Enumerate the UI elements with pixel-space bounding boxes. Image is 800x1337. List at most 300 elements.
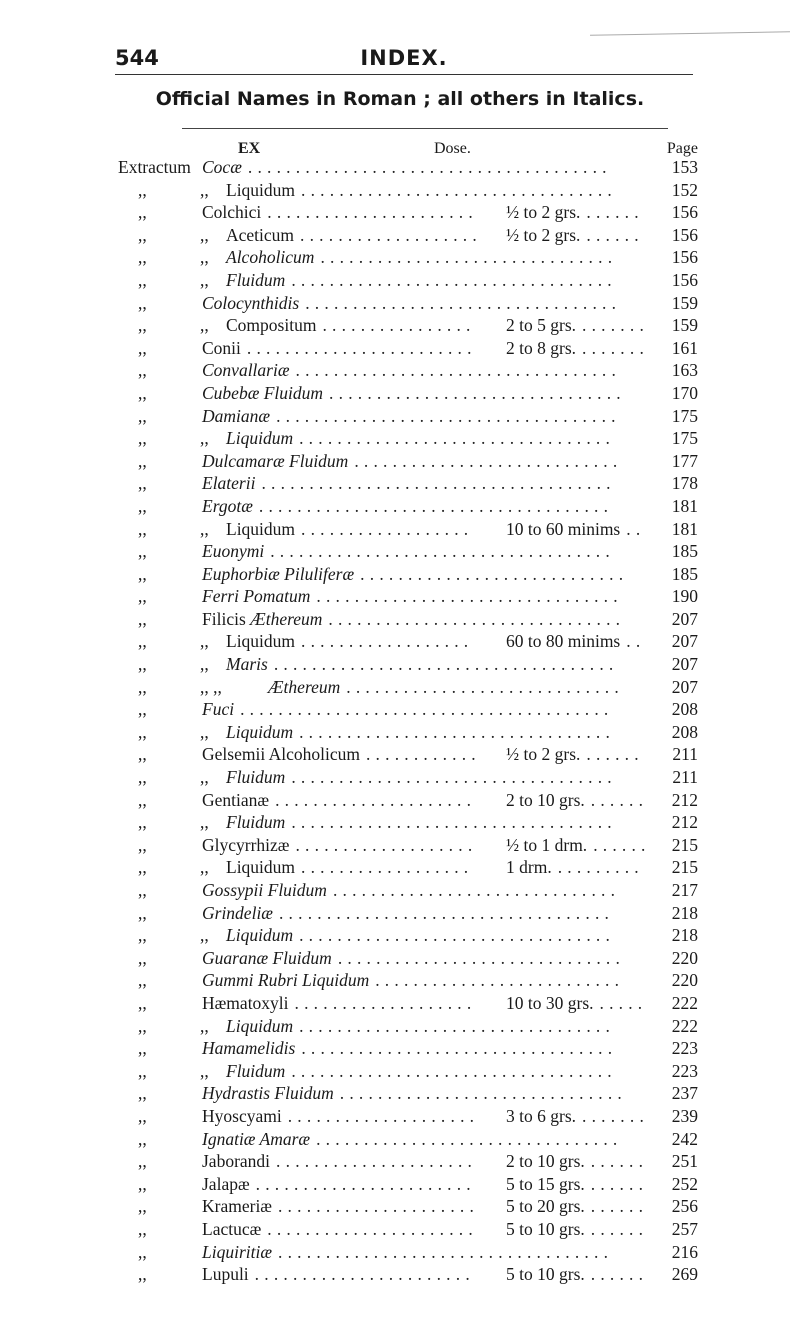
leader-dots: ............................... [320, 247, 618, 268]
ditto-mark: ,, [138, 1038, 147, 1059]
entry-dose: 10 to 30 grs. [506, 992, 594, 1013]
ditto-mark: ,, [138, 1151, 147, 1172]
header-rule [115, 74, 693, 75]
leader-dots: ...... [590, 789, 649, 810]
index-entry [118, 156, 698, 179]
entry-dose: ½ to 1 drm. [506, 834, 588, 855]
index-entry [118, 1195, 698, 1218]
index-entry [118, 698, 698, 721]
leader-dots: ....................... [254, 1264, 475, 1285]
index-entry [118, 1241, 698, 1264]
index-entry [118, 269, 698, 292]
entry-dose: 5 to 10 grs. [506, 1218, 585, 1239]
leader-dots: ................... [300, 224, 482, 245]
index-entry [118, 359, 698, 382]
entry-page: 208 [671, 699, 698, 720]
leader-dots: ................ [322, 315, 476, 336]
index-entry [118, 1173, 698, 1196]
entry-page: 159 [671, 315, 698, 336]
entry-page: 156 [671, 202, 698, 223]
entry-name: Æthereum [268, 676, 341, 697]
leader-dots: ................................. [299, 721, 616, 742]
index-entry [118, 630, 698, 653]
leader-dots: ..................................... [258, 495, 614, 516]
entry-page: 215 [671, 857, 698, 878]
entry-name: Euonymi [202, 541, 265, 562]
index-entry [118, 856, 698, 879]
entry-dose: 10 to 60 minims [506, 518, 621, 539]
leader-dots: ...... [586, 744, 644, 765]
index-entry [118, 1105, 698, 1128]
ditto-mark: ,, [138, 699, 147, 720]
ditto-mark: ,, [138, 992, 147, 1013]
ditto-mark: ,, [200, 721, 209, 742]
ditto-mark: ,, [138, 337, 147, 358]
leader-dots: ............................. [346, 676, 624, 697]
entry-name: Cocæ [202, 157, 242, 177]
entry-page: 178 [671, 473, 698, 494]
ditto-mark: ,, [138, 1241, 147, 1262]
entry-name: Hydrastis Fluidum [202, 1083, 334, 1104]
entry-page: 211 [672, 744, 698, 765]
entry-dose: 5 to 15 grs. [506, 1173, 585, 1194]
ditto-mark: ,, [200, 179, 209, 200]
ditto-mark: ,, [200, 518, 209, 539]
ditto-mark: ,, [138, 744, 147, 765]
entry-name: Ferri Pomatum [202, 586, 311, 607]
ditto-mark: ,, [138, 970, 147, 991]
ditto-mark: ,, [138, 1173, 147, 1194]
entry-name: Colocynthidis [202, 292, 300, 313]
entry-name: Filicis Æthereum [202, 608, 323, 629]
index-entry [118, 540, 698, 563]
entry-name: Liquidum [226, 857, 296, 878]
entry-name: Gelsemii Alcoholicum [202, 744, 360, 765]
entry-page: 156 [671, 247, 698, 268]
entry-dose: 2 to 10 grs. [506, 1151, 585, 1172]
entry-page: 212 [671, 789, 698, 810]
entry-page: 218 [671, 925, 698, 946]
index-entry [118, 405, 698, 428]
leader-dots: ................................ [316, 1128, 623, 1149]
entry-page: 218 [671, 902, 698, 923]
entry-name: Conii [202, 337, 241, 358]
index-entry [118, 246, 698, 269]
page-heading: Page [666, 140, 698, 157]
leader-dots: .................... [287, 1105, 480, 1126]
index-entry [118, 608, 698, 631]
index-entry [118, 902, 698, 925]
section-heading: EX [238, 140, 261, 157]
leader-dots: .............................. [337, 947, 626, 968]
index-entry [118, 224, 698, 247]
entry-name: Gossypii Fluidum [202, 880, 327, 900]
leader-dots: ....................... [255, 1173, 476, 1194]
entry-name: Liquidum [226, 518, 296, 539]
leader-dots: ................................. [301, 179, 618, 200]
entry-name: Gentianæ [202, 789, 270, 810]
leader-dots: ............ [365, 744, 481, 765]
entry-page: 212 [671, 812, 698, 833]
ditto-mark: ,, [200, 812, 209, 833]
index-entry [118, 201, 698, 224]
entry-dose: ½ to 2 grs. [506, 224, 581, 245]
entry-name: Jaborandi [202, 1151, 271, 1172]
leader-dots: ..................... [277, 1196, 480, 1217]
entry-name: Liquidum [226, 179, 296, 200]
leader-dots: .................................... [270, 541, 615, 562]
ditto-mark: ,, [138, 269, 147, 290]
leader-dots: ................................. [299, 428, 616, 449]
entry-page: 256 [671, 1196, 698, 1217]
leader-dots: ..................................... [261, 473, 616, 494]
entry-name: Guaranæ Fluidum [202, 947, 332, 968]
leader-dots: ................................. [305, 292, 622, 313]
entry-name: Hæmatoxyli [202, 992, 289, 1013]
entry-page: 237 [671, 1083, 698, 1104]
entry-page: 207 [671, 631, 698, 652]
entry-page: 208 [671, 721, 698, 742]
entry-page: 156 [671, 269, 698, 290]
index-entry [118, 427, 698, 450]
ditto-mark: ,, [200, 269, 209, 290]
index-entry [118, 653, 698, 676]
entry-page: 181 [671, 495, 698, 516]
index-entry [118, 947, 698, 970]
index-entry [118, 337, 698, 360]
entry-name: Ignatiæ Amaræ [202, 1128, 311, 1149]
entry-name: Alcoholicum [226, 247, 315, 268]
leader-dots: ....... [582, 1105, 650, 1126]
leader-dots: ...... [586, 224, 644, 245]
entry-name: Elaterii [202, 473, 256, 494]
leader-dots: ................... [295, 834, 478, 855]
entry-name: Liquiritiæ [202, 1241, 273, 1262]
ditto-mark: ,, [200, 315, 209, 336]
leader-dots: ............................ [354, 450, 623, 471]
entry-page: 217 [671, 880, 698, 900]
entry-page: 207 [671, 654, 698, 675]
ditto-mark: ,, [138, 428, 147, 449]
entry-page: 163 [671, 360, 698, 381]
ditto-mark: ,, [138, 315, 147, 336]
leader-dots: .................................. [291, 767, 617, 788]
entry-page: 220 [671, 970, 698, 991]
ditto-mark: ,, [138, 224, 147, 245]
index-entry [118, 676, 698, 699]
index-entry [118, 292, 698, 315]
entry-dose: 60 to 80 minims [506, 631, 621, 652]
index-entry [118, 992, 698, 1015]
page-number: 544 [115, 46, 159, 70]
index-entry [118, 766, 698, 789]
ditto-mark: ,, [138, 902, 147, 923]
entry-page: 207 [671, 676, 698, 697]
index-entry [118, 1015, 698, 1038]
leader-dots: ..................... [275, 789, 477, 810]
entry-page: 159 [671, 292, 698, 313]
entry-page: 242 [671, 1128, 698, 1149]
index-entry [118, 495, 698, 518]
entry-page: 220 [671, 947, 698, 968]
index-entry [118, 1218, 698, 1241]
index-entry [118, 721, 698, 744]
leader-dots: .................................. [291, 1060, 617, 1081]
ditto-mark: ,, [200, 1015, 209, 1036]
entry-page: 190 [671, 586, 698, 607]
index-entry [118, 1082, 698, 1105]
entry-dose: 5 to 10 grs. [506, 1264, 585, 1285]
index-entry [118, 518, 698, 541]
entry-name: Maris [226, 654, 268, 675]
entry-page: 211 [672, 767, 698, 788]
ditto-mark: ,, [200, 1060, 209, 1081]
entry-name: Ergotæ [202, 495, 253, 516]
index-entry [118, 789, 698, 812]
leader-dots: ...... [586, 202, 644, 223]
index-entry [118, 969, 698, 992]
entry-page: 153 [671, 157, 698, 177]
leader-dots: ..... [599, 992, 648, 1013]
ditto-mark: ,, [138, 654, 147, 675]
entry-name: Jalapæ [202, 1173, 250, 1194]
entry-page: 152 [671, 179, 698, 200]
ditto-mark: ,, [138, 631, 147, 652]
ditto-mark: ,, [200, 654, 209, 675]
leader-dots: ................................ [316, 586, 623, 607]
ditto-mark: ,, [138, 292, 147, 313]
ditto-mark: ,, [138, 360, 147, 381]
running-head [115, 40, 693, 74]
ditto-mark: ,, [200, 857, 209, 878]
leader-dots: .............................. [339, 1083, 627, 1104]
note-rule [182, 128, 668, 129]
ditto-mark: ,, [138, 202, 147, 223]
entry-page: 252 [671, 1173, 698, 1194]
leader-dots: ................................... [278, 1241, 614, 1262]
entry-name: Damianæ [202, 405, 271, 426]
leader-dots: ................... [294, 992, 477, 1013]
entry-dose: ½ to 2 grs. [506, 744, 581, 765]
ditto-mark: ,, [200, 247, 209, 268]
leader-dots: ......... [557, 857, 644, 878]
index-entry [118, 1150, 698, 1173]
entry-name: Fluidum [226, 269, 286, 290]
entry-name: Fluidum [226, 812, 286, 833]
index-entry [118, 1263, 698, 1286]
leader-dots: .................................. [291, 269, 617, 290]
index-entry [118, 834, 698, 857]
ditto-mark: ,, [200, 925, 209, 946]
entry-page: 175 [671, 428, 698, 449]
ditto-mark: ,, [138, 586, 147, 607]
entry-page: 185 [671, 541, 698, 562]
page-edge-mark [590, 31, 790, 35]
entry-name: Krameriæ [202, 1196, 272, 1217]
index-entry [118, 924, 698, 947]
entry-name: Euphorbiæ Piluliferæ [202, 563, 355, 584]
ditto-mark: ,, [138, 947, 147, 968]
ditto-mark: ,, [138, 789, 147, 810]
leader-dots: ...... [590, 1196, 649, 1217]
ditto-mark: ,, [138, 405, 147, 426]
leader-dots: .................. [301, 518, 474, 539]
leader-dots: .................................... [273, 654, 619, 675]
leader-dots: .................................. [291, 812, 617, 833]
entry-page: 223 [671, 1038, 698, 1059]
ditto-mark: ,, [138, 563, 147, 584]
leader-dots: ...... [593, 834, 651, 855]
index-entry [118, 563, 698, 586]
leader-dots: .................................. [295, 360, 622, 381]
entry-dose: 3 to 6 grs. [506, 1105, 576, 1126]
leader-dots: ...... [590, 1218, 649, 1239]
entry-page: 257 [671, 1218, 698, 1239]
leader-dots: .................. [301, 857, 474, 878]
ditto-mark: ,, [138, 834, 147, 855]
index-entry [118, 179, 698, 202]
entry-name: Fluidum [226, 767, 286, 788]
entry-dose: 2 to 10 grs. [506, 789, 585, 810]
entry-page: 161 [671, 337, 698, 358]
leader-dots: ................................. [301, 1038, 618, 1059]
ditto-mark: ,, [138, 608, 147, 629]
entry-name: Hyoscyami [202, 1105, 282, 1126]
leader-dots: ..................... [276, 1151, 478, 1172]
entry-page: 239 [671, 1105, 698, 1126]
leader-dots: .................................... [276, 405, 621, 426]
entry-page: 181 [671, 518, 698, 539]
entry-page: 207 [671, 608, 698, 629]
entry-page: 251 [671, 1151, 698, 1172]
ditto-mark: ,, [200, 631, 209, 652]
leader-dots: .. [626, 631, 646, 652]
ditto-mark: ,, [138, 1015, 147, 1036]
entry-name: Hamamelidis [202, 1038, 296, 1059]
leader-dots: ................................. [299, 1015, 616, 1036]
entry-name: Lupuli [202, 1264, 249, 1285]
entry-name: Liquidum [226, 925, 294, 946]
entry-name: Convallariæ [202, 360, 290, 381]
entry-page: 269 [671, 1264, 698, 1285]
entry-name: Compositum [226, 315, 317, 336]
ditto-mark: ,, [138, 857, 147, 878]
entry-page: 215 [671, 834, 698, 855]
ditto-mark: ,, [138, 1264, 147, 1285]
ditto-mark: ,, [138, 1218, 147, 1239]
entry-name: Gummi Rubri Liquidum [202, 970, 370, 991]
entry-dose: 5 to 20 grs. [506, 1196, 585, 1217]
leader-dots: ...................... [267, 202, 478, 223]
entry-name: Liquidum [226, 721, 294, 742]
leader-dots: ....................................... [240, 699, 614, 720]
leader-dots: .............................. [332, 880, 621, 900]
typeface-note: Official Names in Roman ; all others in Italics. [155, 88, 645, 110]
ditto-mark: ,, [138, 518, 147, 539]
ditto-mark: ,, [138, 1105, 147, 1126]
index-entry [118, 1128, 698, 1151]
index-entry [118, 1060, 698, 1083]
entry-page: 175 [671, 405, 698, 426]
index-entries [118, 156, 698, 1286]
entry-name: Colchici [202, 202, 262, 223]
ditto-mark: ,, [200, 224, 209, 245]
leader-dots: ....... [582, 315, 650, 336]
index-entry [118, 472, 698, 495]
index-entry [118, 1037, 698, 1060]
entry-name: Aceticum [226, 224, 295, 245]
leader-dots: ...... [590, 1173, 649, 1194]
entry-page: 216 [671, 1241, 698, 1262]
entry-name: Dulcamaræ Fluidum [202, 450, 349, 471]
leader-dots: .................. [301, 631, 474, 652]
ditto-mark: ,, [138, 812, 147, 833]
index-entry [118, 314, 698, 337]
entry-name: Glycyrrhizæ [202, 834, 290, 855]
entry-name: Liquidum [226, 428, 294, 449]
entry-page: 177 [671, 450, 698, 471]
index-entry [118, 879, 698, 902]
entry-page: 185 [671, 563, 698, 584]
dose-heading: Dose. [434, 140, 471, 157]
index-entry [118, 450, 698, 473]
ditto-mark: ,, [138, 880, 147, 900]
entry-page: 156 [671, 224, 698, 245]
ditto-mark: ,, [138, 767, 147, 788]
entry-name: Lactucæ [202, 1218, 262, 1239]
ditto-mark: ,, [138, 473, 147, 494]
ditto-mark: ,, [200, 428, 209, 449]
leader-dots: ............................... [328, 608, 626, 629]
entry-heading-word: Extractum [118, 157, 191, 177]
leader-dots: ............................... [329, 382, 626, 403]
ditto-mark: ,, [138, 1083, 147, 1104]
entry-page: 223 [671, 1060, 698, 1081]
leader-dots: ...................... [267, 1218, 478, 1239]
ditto-mark: ,, [138, 1128, 147, 1149]
entry-page: 222 [671, 992, 698, 1013]
leader-dots: ............................ [360, 563, 629, 584]
leader-dots: ................................. [299, 925, 616, 946]
entry-page: 170 [671, 382, 698, 403]
ditto-mark: ,, [138, 247, 147, 268]
index-entry [118, 743, 698, 766]
ditto-mark: ,, [138, 1060, 147, 1081]
entry-name: Liquidum [226, 1015, 294, 1036]
entry-name: Fluidum [226, 1060, 286, 1081]
leader-dots: ...... [590, 1264, 649, 1285]
ditto-mark: ,, [138, 1196, 147, 1217]
ditto-mark: ,, [138, 541, 147, 562]
entry-name: Cubebæ Fluidum [202, 382, 324, 403]
ditto-mark: ,, [138, 450, 147, 471]
ditto-mark: ,, [138, 721, 147, 742]
entry-dose: 2 to 8 grs. [506, 337, 576, 358]
entry-dose: 2 to 5 grs. [506, 315, 576, 336]
index-entry [118, 811, 698, 834]
leader-dots: ...... [590, 1151, 649, 1172]
leader-dots: ....... [582, 337, 650, 358]
ditto-mark: ,, ,, [200, 676, 222, 697]
running-title: INDEX. [360, 46, 448, 70]
ditto-mark: ,, [138, 495, 147, 516]
index-entry [118, 585, 698, 608]
ditto-mark: ,, [138, 676, 147, 697]
ditto-mark: ,, [200, 767, 209, 788]
entry-name: Fuci [202, 699, 235, 720]
entry-name: Grindeliæ [202, 902, 273, 923]
ditto-mark: ,, [138, 382, 147, 403]
